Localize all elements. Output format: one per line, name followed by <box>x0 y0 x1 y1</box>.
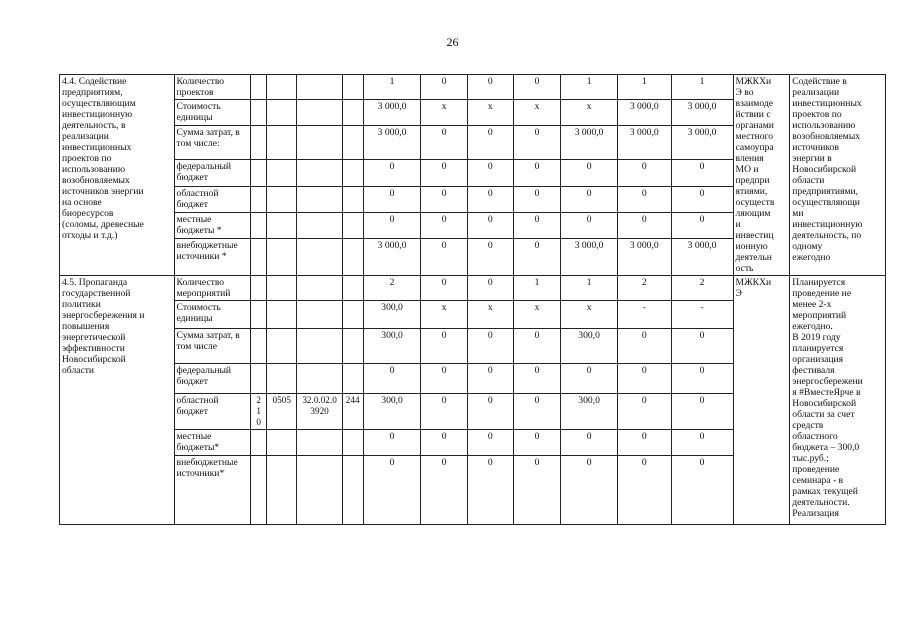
budget-code-cell <box>342 186 363 212</box>
value-cell: 0 <box>363 456 421 525</box>
budget-code-cell <box>342 100 363 125</box>
value-cell: 0 <box>363 364 421 394</box>
budget-code-cell <box>297 186 342 212</box>
value-cell: 1 <box>363 75 421 100</box>
value-cell: 0 <box>617 213 671 239</box>
budget-code-cell <box>297 276 342 301</box>
value-cell: 0 <box>561 430 618 456</box>
value-cell: 300,0 <box>363 394 421 430</box>
indicator-cell: Сумма затрат, в том числе: <box>174 125 251 160</box>
value-cell: 0 <box>671 186 733 212</box>
value-cell: 0 <box>513 160 560 186</box>
budget-code-cell <box>342 430 363 456</box>
value-cell: х <box>467 301 513 329</box>
budget-code-cell <box>267 276 297 301</box>
value-cell: 2 <box>671 276 733 301</box>
budget-code-cell <box>251 125 267 160</box>
value-cell: 0 <box>671 456 733 525</box>
value-cell: х <box>513 301 560 329</box>
value-cell: 0 <box>617 160 671 186</box>
value-cell: - <box>617 301 671 329</box>
value-cell: 3 000,0 <box>671 239 733 276</box>
budget-code-cell <box>267 430 297 456</box>
budget-code-cell <box>342 239 363 276</box>
value-cell: 0 <box>561 456 618 525</box>
value-cell: 0 <box>467 186 513 212</box>
budget-code-cell <box>251 186 267 212</box>
value-cell: 0 <box>467 125 513 160</box>
value-cell: 0 <box>467 364 513 394</box>
budget-code-cell <box>267 213 297 239</box>
budget-code-cell <box>342 125 363 160</box>
budget-code-cell <box>297 430 342 456</box>
budget-code-cell <box>297 75 342 100</box>
budget-code-cell <box>342 329 363 364</box>
budget-code-cell <box>251 239 267 276</box>
indicator-cell: Количество проектов <box>174 75 251 100</box>
budget-code-cell <box>297 160 342 186</box>
budget-code-cell: 2 1 0 <box>251 394 267 430</box>
value-cell: 0 <box>467 430 513 456</box>
budget-code-cell <box>251 213 267 239</box>
value-cell: 0 <box>513 213 560 239</box>
budget-code-cell <box>297 364 342 394</box>
value-cell: 3 000,0 <box>363 239 421 276</box>
value-cell: 0 <box>561 160 618 186</box>
value-cell: 0 <box>363 160 421 186</box>
value-cell: 3 000,0 <box>363 125 421 160</box>
budget-code-cell <box>267 186 297 212</box>
budget-code-cell <box>251 276 267 301</box>
value-cell: 0 <box>363 430 421 456</box>
value-cell: 3 000,0 <box>671 100 733 125</box>
value-cell: 0 <box>421 75 467 100</box>
budget-code-cell <box>342 364 363 394</box>
budget-code-cell <box>251 301 267 329</box>
indicator-cell: внебюджетные источники* <box>174 456 251 525</box>
budget-code-cell: 0505 <box>267 394 297 430</box>
budget-code-cell <box>297 125 342 160</box>
budget-code-cell: 244 <box>342 394 363 430</box>
budget-code-cell <box>251 100 267 125</box>
value-cell: 3 000,0 <box>363 100 421 125</box>
value-cell: 0 <box>421 329 467 364</box>
value-cell: 0 <box>617 329 671 364</box>
value-cell: 2 <box>363 276 421 301</box>
activity-description: 4.4. Содействие предприятиям, осуществляющим инвестиционную деятельность, в реализации инвестиционных проектов по использованию возобновляемых источников энергии на основе биоресурсов (соломы, древесные отходы и т.д.) <box>60 75 175 276</box>
budget-code-cell <box>297 100 342 125</box>
budget-code-cell <box>297 239 342 276</box>
value-cell: 0 <box>421 160 467 186</box>
value-cell: 0 <box>671 213 733 239</box>
executor-cell: МЖКХи Э во взаимоде йствии с органами местного самоупра вления МО и предпри ятиями, осуществ ляющим и инвестиц ионную деятельн ость <box>733 75 790 276</box>
budget-code-cell <box>342 301 363 329</box>
value-cell: х <box>561 100 618 125</box>
value-cell: 3 000,0 <box>617 239 671 276</box>
value-cell: 1 <box>671 75 733 100</box>
value-cell: 0 <box>421 213 467 239</box>
value-cell: х <box>561 301 618 329</box>
indicator-cell: Стоимость единицы <box>174 301 251 329</box>
budget-code-cell <box>297 329 342 364</box>
value-cell: 3 000,0 <box>617 125 671 160</box>
value-cell: 1 <box>561 75 618 100</box>
value-cell: 0 <box>513 75 560 100</box>
indicator-cell: Количество мероприятий <box>174 276 251 301</box>
value-cell: 0 <box>421 186 467 212</box>
budget-code-cell <box>267 329 297 364</box>
value-cell: 0 <box>467 456 513 525</box>
value-cell: 3 000,0 <box>617 100 671 125</box>
value-cell: 0 <box>421 364 467 394</box>
value-cell: 300,0 <box>363 329 421 364</box>
value-cell: 0 <box>513 125 560 160</box>
budget-code-cell <box>251 160 267 186</box>
value-cell: 0 <box>421 456 467 525</box>
budget-code-cell <box>342 276 363 301</box>
value-cell: 1 <box>617 75 671 100</box>
value-cell: 0 <box>467 276 513 301</box>
value-cell: 0 <box>513 364 560 394</box>
budget-code-cell <box>267 364 297 394</box>
budget-code-cell <box>297 456 342 525</box>
value-cell: 3 000,0 <box>671 125 733 160</box>
value-cell: 0 <box>671 329 733 364</box>
value-cell: - <box>671 301 733 329</box>
value-cell: 0 <box>561 364 618 394</box>
value-cell: 2 <box>617 276 671 301</box>
executor-cell: МЖКХи Э <box>733 276 790 525</box>
budget-code-cell <box>342 456 363 525</box>
value-cell: 0 <box>617 394 671 430</box>
budget-code-cell <box>297 301 342 329</box>
notes-cell: Содействие в реализации инвестиционных проектов по использованию возобновляемых источников энергии в Новосибирской области предприятиями, осуществляющи ми инвестиционную деятельность, по одному ежегодно <box>790 75 886 276</box>
budget-code-cell <box>342 213 363 239</box>
budget-code-cell: 32.0.02.0 3920 <box>297 394 342 430</box>
value-cell: х <box>421 301 467 329</box>
value-cell: 0 <box>467 394 513 430</box>
indicator-cell: областной бюджет <box>174 394 251 430</box>
budget-code-cell <box>267 301 297 329</box>
budget-code-cell <box>251 75 267 100</box>
value-cell: 0 <box>617 364 671 394</box>
value-cell: 0 <box>513 394 560 430</box>
page-number: 26 <box>446 35 459 49</box>
value-cell: 0 <box>467 239 513 276</box>
indicator-cell: Сумма затрат, в том числе <box>174 329 251 364</box>
activity-description: 4.5. Пропаганда государственной политики энергосбережения и повышения энергетической эффективности Новосибирской области <box>60 276 175 525</box>
indicator-cell: местные бюджеты* <box>174 430 251 456</box>
value-cell: 1 <box>513 276 560 301</box>
value-cell: х <box>467 100 513 125</box>
value-cell: 0 <box>421 430 467 456</box>
value-cell: 0 <box>513 329 560 364</box>
budget-code-cell <box>251 430 267 456</box>
value-cell: 0 <box>671 394 733 430</box>
indicator-cell: местные бюджеты * <box>174 213 251 239</box>
budget-code-cell <box>267 125 297 160</box>
notes-cell: Планируется проведение не менее 2-х мероприятий ежегодно. В 2019 году планируется организация фестиваля энергосбережени я #ВместеЯрче в Новосибирской области за счет средств областного бюджета – 300,0 тыс.руб.; проведение семинара - в рамках текущей деятельности. Реализация <box>790 276 886 525</box>
value-cell: 0 <box>513 239 560 276</box>
indicator-cell: Стоимость единицы <box>174 100 251 125</box>
budget-code-cell <box>251 329 267 364</box>
indicator-cell: областной бюджет <box>174 186 251 212</box>
value-cell: 0 <box>421 394 467 430</box>
budget-code-cell <box>267 456 297 525</box>
value-cell: 0 <box>421 125 467 160</box>
indicator-cell: федеральный бюджет <box>174 364 251 394</box>
value-cell: 0 <box>561 213 618 239</box>
value-cell: 3 000,0 <box>561 125 618 160</box>
value-cell: 0 <box>363 186 421 212</box>
budget-code-cell <box>342 75 363 100</box>
value-cell: 0 <box>671 430 733 456</box>
value-cell: 1 <box>561 276 618 301</box>
value-cell: 300,0 <box>561 394 618 430</box>
value-cell: 0 <box>421 239 467 276</box>
value-cell: 300,0 <box>363 301 421 329</box>
value-cell: 3 000,0 <box>561 239 618 276</box>
value-cell: 0 <box>513 430 560 456</box>
table-row <box>60 276 886 301</box>
budget-code-cell <box>267 239 297 276</box>
value-cell: 0 <box>363 213 421 239</box>
value-cell: 0 <box>467 329 513 364</box>
indicator-cell: федеральный бюджет <box>174 160 251 186</box>
indicator-cell: внебюджетные источники * <box>174 239 251 276</box>
budget-code-cell <box>251 456 267 525</box>
budget-code-cell <box>267 75 297 100</box>
value-cell: х <box>513 100 560 125</box>
table-row <box>60 75 886 100</box>
value-cell: 0 <box>617 430 671 456</box>
value-cell: 0 <box>421 276 467 301</box>
value-cell: 0 <box>561 186 618 212</box>
budget-code-cell <box>251 364 267 394</box>
budget-code-cell <box>342 160 363 186</box>
value-cell: 0 <box>467 213 513 239</box>
value-cell: 300,0 <box>561 329 618 364</box>
value-cell: 0 <box>617 456 671 525</box>
value-cell: 0 <box>513 186 560 212</box>
value-cell: 0 <box>467 160 513 186</box>
budget-code-cell <box>297 213 342 239</box>
budget-code-cell <box>267 160 297 186</box>
value-cell: 0 <box>467 75 513 100</box>
value-cell: 0 <box>671 160 733 186</box>
program-table <box>59 74 886 525</box>
value-cell: 0 <box>617 186 671 212</box>
budget-code-cell <box>267 100 297 125</box>
value-cell: 0 <box>513 456 560 525</box>
value-cell: 0 <box>671 364 733 394</box>
value-cell: х <box>421 100 467 125</box>
